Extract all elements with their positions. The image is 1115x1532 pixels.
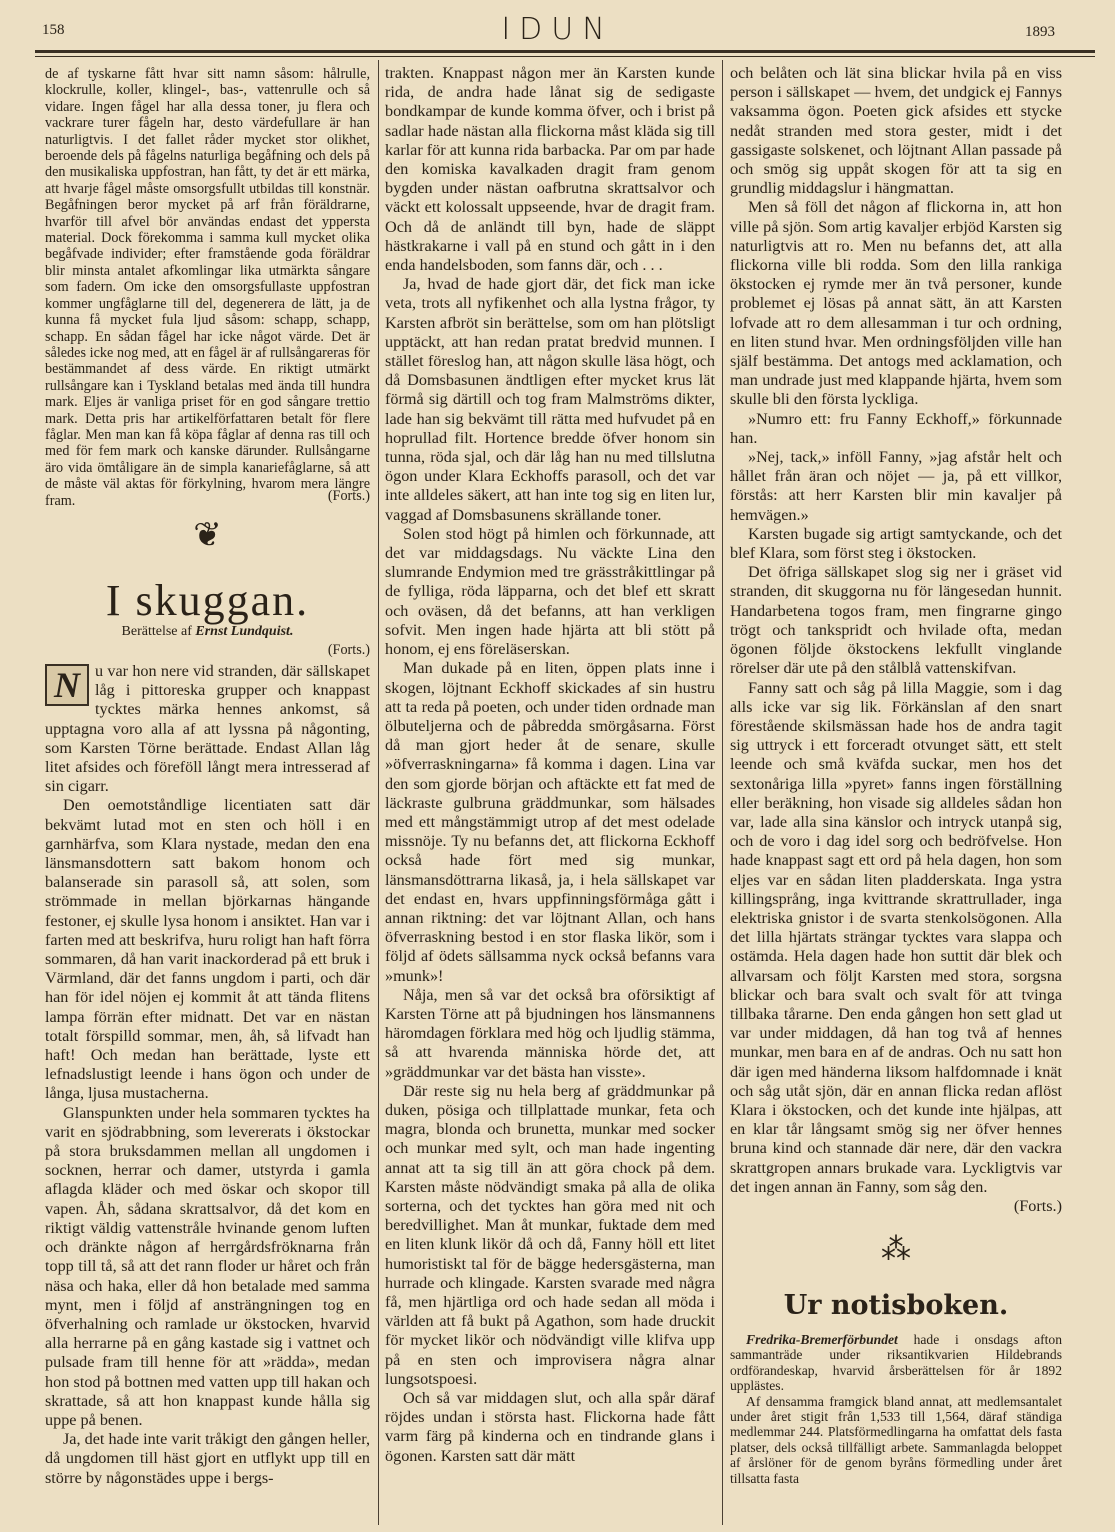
paragraph: Den oemotståndlige licentiaten satt där bekvämt lutad mot en sten och höll i en garnhärfva, som Klara nystade, medan den ena länsmansdottern satt bakom honom och balanserade sin parasoll så, att solen, som strömmade in mellan björkarnas hängande festoner, ej skulle lysa honom i ansiktet. Han var i farten med att beskrifva, huru roligt han haft förra sommaren, då han varit inackorderad på ett bruk i Värmland, där det fanns ungdom i parti, och där han för idel nöjen ej kommit åt att tända flitens lampa förrän efter midnatt. Det var en nästan totalt förspilld sommar, men, åh, så lifvadt han haft! Och medan han berättade, lyste ett lefnadslustigt leende i hans ögon och under de långa, ljusa mustacherna. (45, 796, 370, 1103)
paragraph: Och så var middagen slut, och alla spår däraf röjdes undan i största hast. Flickorna hade fått varm färg på kinderna och en tindrande glans i ögonen. Karsten satt där mätt (385, 1389, 715, 1465)
paragraph: Där reste sig nu hela berg af gräddmunkar på duken, pösiga och tillplattade munkar, feta och magra, blonda och brunetta, munkar med socker och munkar med sylt, och man hade ingenting annat att ta sig till än att göra chock på dem. Karsten måste nödvändigt smaka på alla de olika sorterna, och det tycktes han göra med nit och beredvillighet. Man åt munkar, fuktade dem med en liten klunk likör då och då, Fanny höll ett litet humoristiskt tal för de bägge hedersgästerna, man hurrade och klingade. Karsten svarade med några få, men hjärtliga ord och hade sedan all möda i världen att få bukt på Agathon, som hade druckit för mycket likör och nödvändigt ville klifva upp på en sten och improvisera några alnar lungsotspoesi. (385, 1081, 715, 1388)
paragraph: Det öfriga sällskapet slog sig ner i gräset vid stranden, dit skuggorna nu för längesedan hunnit. Handarbetena togos fram, men fingrarne gingo trögt och tankspridt och hvilade ofta, medan ögonen följde ökstockens lekfullt vinglande rörelser där ute på den stålblå vattenskifvan. (730, 563, 1062, 678)
page-number: 158 (42, 22, 65, 38)
paragraph: Glanspunkten under hela sommaren tycktes ha varit en sjödrabbning, som levererats i ökstockar på stora bruksdammen mellan all ungdomen i socknen, herrar och damer, utstyrda i gamla aflagda kläder och med öskar och skopor till vapen. Åh, sådana skrattsalvor, då det kom en riktigt väldig vattenstråle hvinande genom luften och dränkte någon af herrgårdsfröknarna från topp till tå, så att det rann floder ur håret och från näsa och haka, eller då hon betalade med samma mynt, men i följd af ansträngningen tog en öfverhalning och ramlade ur ökstocken, hvarvid alla herrarne på en gång kastade sig i vattnet och pulsade fram till henne för att »rädda», medan hon stod på bottnen med vatten upp till hakan och skrattade, så att hon knappast kunde hålla sig uppe på benen. (45, 1103, 370, 1429)
paragraph: Men så föll det någon af flickorna in, att hon ville på sjön. Som artig kavaljer erbjöd Karsten sig naturligtvis att ro. Men nu befanns det, att alla flickorna ville bli rodda. Som den lilla rankiga ökstocken ej rymde mer än två personer, kunde problemet ej lösas på annat sätt, än att Karsten lofvade att ro dem allesamman i tur och ordning, en liten stund hvar. Men ordningsföljden ville han själf bestämma. Det antogs med acklamation, och man undrade just med klappande hjärta, hvem som skulle bli den första lyckliga. (730, 198, 1062, 409)
paragraph: Fanny satt och såg på lilla Maggie, som i dag alls icke var sig lik. Förkänslan af den snart förestående skilsmässan hade hos de andra tagit sig uttryck i ett forceradt otvunget sätt, ett stelt leende och små kväfda suckar, men hos det sextonåriga lilla »pyret» fanns ingen förställning eller beräkning, hon visade sig alldeles sådan hon var, lade alla sina känslor och intryck utanpå sig, och de voro i dag idel sorg och bedröfvelse. Hon hade knappast sagt ett ord på hela dagen, hon som eljes var en sådan liten pladderskata. Inga ystra killingsprång, inga kvittrande skrattrullader, inga elektriska gnistor i de svarta stenkolsögonen. Alla det lilla hjärtats strängar tycktes vara slappa och ostämda. Hela dagen hade hon suttit där blek och allvarsam och följt Karsten med stora, sorgsna blickar och bara svalt och svalt för att tvinga tillbaka tårarne. Den enda gången hon sett glad ut var under middagen, då han tog två af hennes munkar, men bara en af de andras. Och nu satt hon där igen med händerna liksom halfdomnade i knät och såg utåt sjön, där en annan flicka redan aflöst Klara i ökstocken, och det kunde inte hjälpas, att en klar tår långsamt smög sig ner öfver hennes bruna kind och stannade där nere, där den vackra skrattgropen annars brukade vara. Lyckligtvis var det ingen annan än Fanny, som såg den. (730, 678, 1062, 1196)
story-byline (45, 624, 370, 640)
ornament-icon: ⁂ (881, 1233, 911, 1266)
paragraph: trakten. Knappast någon mer än Karsten kunde rida, de andra hade lånat sig de sedigaste bondkampar de kunde komma öfver, och i brist på sadlar hade nästan alla flickorna måst kläda sig till karlar för att kunna rida barbacka. Par om par hade den komiska kavalkaden dragit fram genom bygden under nästan oafbrutna skrattsalvor och väckt ett kolossalt uppseende, hvar de dragit fram. Och då de anländt till byn, hade de släppt hästkrakarne i vall på en stund och gått in i den enda handelsboden, som fanns där, och . . . (385, 64, 715, 275)
year: 1893 (1025, 24, 1055, 40)
paragraph: och belåten och lät sina blickar hvila på en viss person i sällskapet — hvem, det undgick ej Fannys vaksamma ögon. Poeten gick afsides ett stycke nedåt stranden med stora gester, midt i det gassigaste solskenet, och löjtnant Allan passade på och smög sig uppåt skogen för att ta sig en grundlig middagslur i hängmattan. (730, 64, 1062, 198)
paragraph: Nåja, men så var det också bra oförsiktigt af Karsten Törne att på bjudningen hos länsmannens häromdagen förklara med hög och ljudlig stämma, så att hvarenda människa hörde det, att »gräddmunkar var det bästa han visste». (385, 985, 715, 1081)
paragraph: »Numro ett: fru Fanny Eckhoff,» förkunnade han. (730, 409, 1062, 447)
paragraph: »Nej, tack,» inföll Fanny, »jag afstår helt och hållet från äran och nöjet — ja, på ett villkor, förstås: att herr Karsten blir min kavaljer på hemvägen.» (730, 448, 1062, 524)
lead-name: Fredrika-Bremerförbundet (746, 1332, 898, 1347)
column-divider (378, 60, 379, 1525)
paragraph: de af tyskarne fått hvar sitt namn såsom: hålrulle, klockrulle, koller, klingel-, bas-, vattenrulle och så vidare. Ingen fågel har alla dessa toner, ju flera och vackrare turer fågeln har, desto värdefullare är han naturligtvis. I det fallet råder mycket stor olikhet, beroende dels på fågelns naturliga begåfning och dels på den musikaliska uppfostran, han fått, ty det är ett märka, att hvarje fågel måste omsorgsfullt utbildas till konstnär. Begåfningen beror mycket på arf från föräldrarne, hvarför till afvel bör användas endast det yppersta material. Dock förekomma i samma kull mycket olika begåfvade individer; efter framstående goda föräldrar blir minsta antalet afkomlingar lika utmärkta sångare som fadern. Om icke den omsorgsfullaste uppfostran kommer ungfåglarne till del, degenerera de lätt, ja de kunna få mycket fula ljud såsom: schapp, schapp, schapp. En sådan fågel har icke något värde. Det är således icke nog med, att en fågel är af rullsångareras för bestämmandet af dess värde. En riktigt utmärkt rullsångare kan i Tyskland betalas med ända till hundra mark. Eljes är vanliga priset för en god sångare trettio mark. Detta pris har artikelförfattaren betalt för flere fåglar. Men man kan få köpa fåglar af denna ras till och med för fem mark och kanske därunder. Rullsångarne äro vida ömtåligare än de simpla kanariefåglarne, så att de måste väl aktas för förkylning, hvarom mera längre fram. (45, 66, 370, 509)
author-name: Ernst Lundquist. (195, 624, 294, 639)
story-column-2 (385, 64, 715, 1520)
paragraph: Af densamma framgick bland annat, att medlemsantalet under året stigit från 1,533 till 1,564, däraf ständiga medlemmar 244. Platsförmedlingarna ha omfattat dels fasta platser, dels också tillfälligt arbete. Sammanlagda beloppet af årslöner för de genom byråns förmedling under året tillsatta fasta (730, 1393, 1062, 1486)
byline-prefix: Berättelse af (121, 624, 192, 639)
paragraph: Karsten bugade sig artigt samtyckande, och det blef Klara, som först steg i ökstocken. (730, 524, 1062, 563)
story-column-1 (45, 662, 370, 1518)
forts-note: (Forts.) (327, 488, 370, 504)
story-column-3 (730, 64, 1062, 1234)
drop-cap: N (45, 664, 89, 706)
column-divider (722, 60, 723, 1525)
ornament-icon: ❦ (193, 517, 222, 554)
paragraph: u var hon nere vid stranden, där sällskapet låg i pittoreska grupper och knappast tycktes märka hennes ankomst, så upptagna voro alla af att lyssna på någonting, som Karsten Törne berättade. Endast Allan låg litet afsides och föreföll långt mera intresserad af sin cigarr. (45, 662, 370, 796)
story-title: I skuggan. (105, 576, 310, 625)
paragraph: Ja, det hade inte varit tråkigt den gången heller, då ungdomen till häst gjort en utflykt upp till en större by någonstädes uppe i bergs- (45, 1430, 370, 1487)
paragraph: Ja, hvad de hade gjort där, det fick man icke veta, trots all nyfikenhet och alla lystna frågor, ty Karsten afbröt sin berättelse, som om han plötsligt upptäckt, att han redan pratat bredvid munnen. I stället föreslog han, att någon skulle läsa högt, och då Domsbasunen ändtligen efter mycket krus lät förmå sig därtill och tog fram Malmströms dikter, lade han sig bekvämt till rätta med hufvudet på en hoprullad filt. Hortence bredde öfver honom sin tunna, röda sjal, och där låg han nu med tillslutna ögon under Klara Eckhoffs parasoll, och det var inte alldeles säkert, att han inte tog sig en liten lur, vaggad af Domsbasunens skrällande toner. (385, 275, 715, 524)
forts-note: (Forts.) (327, 642, 370, 658)
forts-note: (Forts.) (1013, 1196, 1062, 1215)
paragraph: Man dukade på en liten, öppen plats inne i skogen, löjtnant Eckhoff skickades af sin hustru att ta reda på poeten, och under tiden ordnade man ölbuteljerna och de påbredda smörgåsarna. Först då man gjort heder åt de senare, skulle »öfverraskningarna» få komma i dagen. Lina var den som gjorde början och aftäckte ett fat med de läckraste gulbruna gräddmunkar, som hälsades med ett mångstämmigt utrop af det mest odelade missnöje. Ty nu befanns det, att flickorna Eckhoff också hade fört med sig munkar, länsmansdöttrarna likaså, ja, i hela sällskapet var det endast en, hvars uppfinningsförmåga gått i annan riktning: det var löjtnant Allan, och hans öfverraskning bestod i en stor flaska likör, som i följd af ödets sällsamma nyck också befanns vara »munk»! (385, 659, 715, 985)
header-rule (35, 50, 1095, 53)
notisboken-text (730, 1332, 1062, 1517)
section-title: Ur notisboken. (783, 1290, 1009, 1321)
masthead: IDUN (501, 12, 614, 47)
header-rule-thin (35, 56, 1095, 57)
paragraph: Solen stod högt på himlen och förkunnade, att det var middagsdags. Nu väckte Lina den slumrande Endymion med tre grässtråkittlingar på de fylliga, röda läpparna, och det blef ett skratt och oväsen, då det befanns, att han verkligen sofvit. Men ingen hade hjärta att bli stött på honom, ej ens föreläserskan. (385, 524, 715, 659)
paragraph: hade i onsdags afton sammanträde under riksantikvarien Hildebrands ordförandeskap, hvarvid årsberättelsen för år 1892 upplästes. (730, 1332, 1062, 1394)
